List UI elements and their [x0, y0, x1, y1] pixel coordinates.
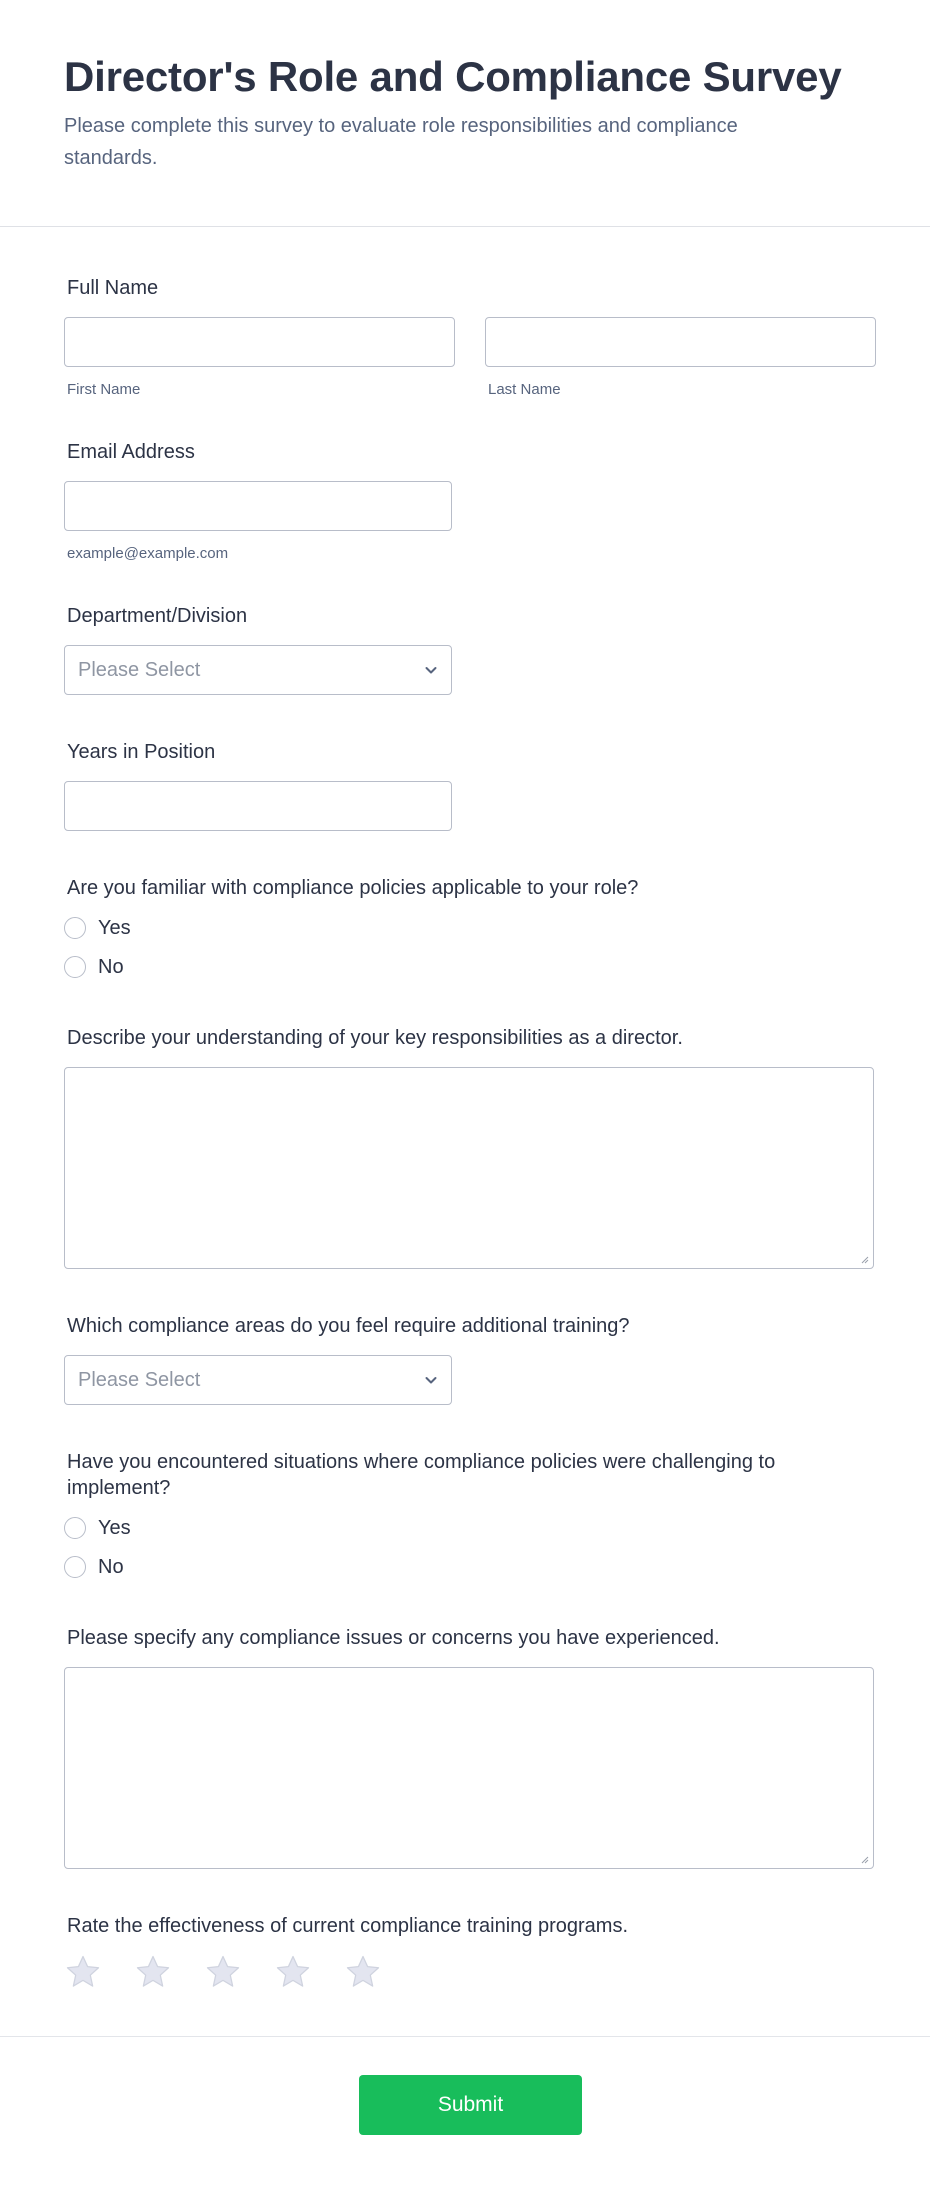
challenges-option-yes[interactable]	[64, 1515, 876, 1541]
chevron-down-icon	[423, 1372, 439, 1388]
years-field	[64, 739, 876, 831]
page-title: Director's Role and Compliance Survey	[64, 53, 842, 100]
star-icon[interactable]	[64, 1953, 102, 1991]
rating-field	[64, 1913, 876, 1991]
issues-label: Please specify any compliance issues or concerns you have experienced.	[67, 1627, 720, 1649]
department-placeholder: Please Select	[78, 658, 201, 681]
form-header	[0, 0, 930, 227]
radio-circle[interactable]	[64, 1556, 86, 1578]
challenges-label: Have you encountered situations where compliance policies were challenging to implement?	[67, 1451, 776, 1499]
survey-form	[0, 227, 930, 1991]
issues-field	[64, 1625, 876, 1869]
challenges-option-no[interactable]	[64, 1554, 876, 1580]
last-name-input[interactable]	[485, 317, 876, 367]
responsibilities-field	[64, 1025, 876, 1269]
resize-grip-icon[interactable]	[859, 1854, 869, 1864]
email-label: Email Address	[67, 441, 195, 463]
years-label: Years in Position	[67, 741, 216, 763]
full-name-field	[64, 275, 876, 399]
rating-label: Rate the effectiveness of current compliance training programs.	[67, 1915, 629, 1937]
star-icon[interactable]	[274, 1953, 312, 1991]
years-input[interactable]	[64, 781, 452, 831]
training-areas-label: Which compliance areas do you feel require additional training?	[67, 1315, 630, 1337]
radio-circle[interactable]	[64, 917, 86, 939]
resize-grip-icon[interactable]	[859, 1254, 869, 1264]
star-rating	[64, 1953, 876, 1991]
radio-label: Yes	[98, 1516, 131, 1539]
email-sublabel: example@example.com	[67, 545, 229, 562]
familiar-option-yes[interactable]	[64, 915, 876, 941]
page-subtitle: Please complete this survey to evaluate role responsibilities and compliance standards.	[64, 115, 738, 169]
star-icon[interactable]	[134, 1953, 172, 1991]
email-input[interactable]	[64, 481, 452, 531]
responsibilities-label: Describe your understanding of your key responsibilities as a director.	[67, 1027, 683, 1049]
star-icon[interactable]	[344, 1953, 382, 1991]
familiar-label: Are you familiar with compliance policies applicable to your role?	[67, 877, 639, 899]
training-areas-placeholder: Please Select	[78, 1368, 201, 1391]
department-label: Department/Division	[67, 605, 248, 627]
chevron-down-icon	[423, 662, 439, 678]
first-name-input[interactable]	[64, 317, 455, 367]
issues-textarea[interactable]	[64, 1667, 874, 1869]
full-name-label: Full Name	[67, 277, 159, 299]
submit-button[interactable]: Submit	[359, 2075, 582, 2135]
email-field	[64, 439, 876, 563]
training-areas-select[interactable]	[64, 1355, 452, 1405]
familiar-field	[64, 875, 876, 980]
radio-circle[interactable]	[64, 1517, 86, 1539]
radio-label: No	[98, 1555, 124, 1578]
challenges-field	[64, 1449, 876, 1580]
training-areas-field	[64, 1313, 876, 1405]
department-select[interactable]	[64, 645, 452, 695]
form-footer	[0, 2036, 930, 2185]
familiar-option-no[interactable]	[64, 954, 876, 980]
radio-label: No	[98, 955, 124, 978]
responsibilities-textarea[interactable]	[64, 1067, 874, 1269]
star-icon[interactable]	[204, 1953, 242, 1991]
department-field	[64, 603, 876, 695]
last-name-sublabel: Last Name	[488, 381, 561, 398]
radio-circle[interactable]	[64, 956, 86, 978]
first-name-sublabel: First Name	[67, 381, 141, 398]
radio-label: Yes	[98, 916, 131, 939]
